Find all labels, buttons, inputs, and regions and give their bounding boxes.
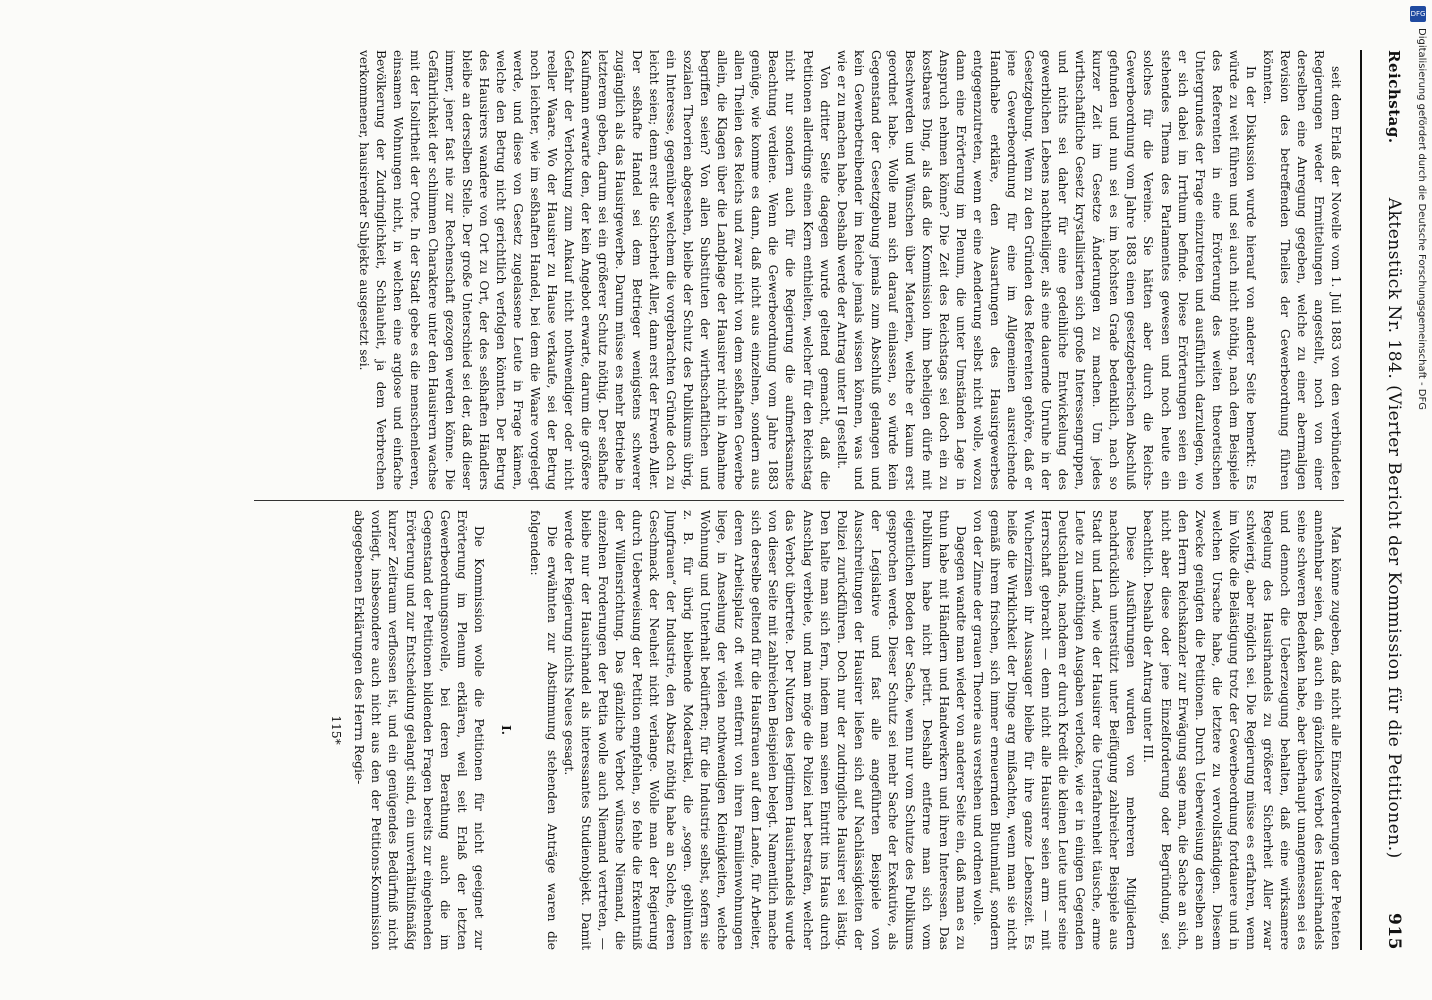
right-column xyxy=(254,510,1344,950)
header-left: Reichstag. xyxy=(1385,50,1403,144)
right-paragraph: Die erwähnten zur Abstimmung stehenden Anträge waren die folgenden: xyxy=(527,510,559,950)
header-rule xyxy=(1360,50,1362,950)
left-column xyxy=(254,50,1344,490)
header-title: Aktenstück Nr. 184. (Vierter Bericht der Kommission für die Petitionen.) xyxy=(1384,197,1404,859)
right-paragraph: Diese Ausführungen wurden von mehreren Mitgliedern nachdrücklich unterstützt unter Beifügung zahlreicher Beispiele aus Stadt und Land, wie der Hausirer die Unerfahrenheit täusche, arme Leute zu unnöthigen Ausgaben verlocke, wie er in einigen Gegenden Deutschlands, nachdem er durch Kredit die kleinen Leute unter seine Herrschaft gebracht — denn nicht alle Hausirer seien arm — mit Wucherzinsen ihr Aussauger bleibe für ihre ganze Lebenszeit. Es heiße die Wirklichkeit der Dinge arg mißachten, wenn man sie nicht gemäß ihrem frischen, sich immer erneuernden Blutumlauf, sondern von der Zinne der grauen Theorie aus verstehen und ordnen wolle. xyxy=(971,510,1139,950)
left-paragraph: Von dritter Seite dagegen wurde geltend gemacht, daß die Petitionen allerdings einen Kern enthielten, welcher für den Reichstag nicht nur sondern auch für die Regierung die aufmerksamste Beachtung verdiene. Wenn die Gewerbeordnung vom Jahre 1883 genüge, wie komme es dann, daß nicht aus einzelnen, sondern aus allen Theilen des Reichs und zwar nicht von dem seßhaften Gewerbe allein, die Klagen über die Landplage der Hausirer nicht in Abnahme begriffen seien? Von allen Substituten der wirthschaftlichen und sozialen Theorien abgesehen, bleibe der Schutz des Publikums übrig, ein Interesse, gegenüber welchem die vorgebrachten Gründe doch zu leicht seien; denn erst die Sicherheit Aller, dann erst der Erwerb Aller. Der seßhafte Handel sei dem Betrieger wenigstens schwerer zugänglich als das Hausirgewerbe. Darum müsse es mehr Betriebe in letzterem geben, darum sei ein größerer Schutz nöthig. Der seßhafte Kaufmann erwarte den, der kein Angebot erwarte, darum die größere Gefahr der Verlockung zum Ankauf nicht nothwendiger oder nicht reeller Waare. Wo der Hausirer zu Hause verkaufe, sei der Betrug noch leichter, wie im seßhaften Handel, bei dem die Waare vorgelegt werde, und diese von Gesetz zugelassene Leute in Frage kämen, welche den Betrug nicht gerichtlich verfolgen könnten. Der Betrug des Hausirers wandere von Ort zu Ort, der des seßhaften Händlers bleibe an derselben Stelle. Der große Unterschied sei der, daß dieser immer, jener fast nie zur Rechenschaft gezogen werden könne. Die Gefährlichkeit der schlimmen Charaktere unter den Hausirern wachse mit der Isolirtheit der Orte. In der Stadt gebe es die menschenleeren, einsamen Wohnungen nicht, in welchen eine arglose und einfache Bevölkerung der Zudringlichkeit, Schlauheit, ja dem Verbrechen verkommener, hausirender Subjekte ausgesetzt sei. xyxy=(357,50,832,490)
dfg-watermark: Digitalisierung gefördert durch die Deutsche Forschungsgemeinschaft - DFG xyxy=(1416,28,1427,411)
left-paragraph: seit dem Erlaß der Novelle vom 1. Juli 1883 von den verbündeten Regierungen weder Ermittelungen angestellt, noch von einer derselben eine Anregung gegeben, welche zu einer abermaligen Revision des betreffenden Theiles der Gewerbeordnung führen könnten. xyxy=(1260,50,1343,490)
signature-mark: 115* xyxy=(329,715,344,745)
dfg-logo-icon: DFG xyxy=(1410,6,1426,22)
section-heading: I. xyxy=(498,725,513,735)
section-text: Die Kommission wolle die Petitionen für nicht geeignet zur Erörterung im Plenum erklären, weil seit Erlaß der letzten Gewerbeordnungsnovelle, bei deren Berathung auch die im Gegenstand der Petitionen bildenden Fragen bereits zur eingehenden Erörterung und zur Entscheidung gelangt sind, ein unverhältnißmäßig kurzer Zeitraum verflossen ist, und ein genügendes Bedürfniß nicht vorliegt, insbesondere auch nicht aus den der Petitions-Kommission abgegebenen Erklärungen des Herrn Regie- xyxy=(352,510,486,950)
right-paragraph: Dagegen wandte man wieder von anderer Seite ein, daß man es zu thun habe mit Händlern und Handwerkern und ihren Interessen. Das Publikum habe nicht petirt. Deshalb entferne man sich vom eigentlichen Boden der Sache, wenn nur vom Schutze des Publikums gesprochen werde. Dieser Schutz sei mehr Sache der Exekutive, als der Legislative und fast alle angeführten Beispiele von Ausschreitungen der Hausirer ließen sich auf Nachlässigkeiten der Polizei zurückführen. Doch nur der zudringliche Hausirer sei lästig. Den halte man sich fern, indem man seinen Eintritt ins Haus durch Anschlag verbiete, und man möge die Polizei hart bestrafen, welcher das Verbot übertrete. Der Nutzen des legitimen Hausirhandels wurde von dieser Seite mit zahlreichen Beispielen belegt. Namentlich mache sich derselbe geltend für die Hausfrauen auf dem Lande, für Arbeiter, deren Arbeitsplatz oft weit entfernt von ihren Familienwohnungen liege, in Ansehung der vielen nothwendigen Kleinigkeiten, welche Wohnung und Unterhalt bedürften; für die Industrie selbst, sofern sie z. B. für übrig bleibende Modeartikel, die „sogen. geblümten Jungfrauen“ der Industrie, den Absatz nöthig habe an Solche, deren Geschmack der Neuheit nicht verlange. Wolle man der Regierung durch Ueberweisung der Petition empfehlen, so fehle die Erkenntniß der Willensrichtung. Das gänzliche Verbot wünsche Niemand, die einzelnen Forderungen der Petita wolle auch Niemand vertreten, — bleibe nur der Hausirhandel als interessantes Studienobjekt. Damit werde der Regierung nichts Neues gesagt. xyxy=(561,510,968,950)
page-number: 915 xyxy=(1384,912,1404,950)
right-paragraph: Man könne zugeben, daß nicht alle Einzelforderungen der Petenten annehmbar seien, daß auch ein gänzliches Verbot des Hausirhandels seine schweren Bedenken habe, aber überhaupt unangemessen sei es und dennoch die Ueberzeugung behalten, daß eine wirksamere Regelung des Hausirhandels zu größerer Sicherheit Aller zwar schwierig, aber möglich sei. Die Regierung müsse es erfahren, wenn im Volke die Belästigung trotz der Gewerbeordnung fortdauere und in welchen Ursache habe, die letztere zu vervollständigen. Diesem Zwecke genügten die Petitionen. Durch Ueberweisung derselben an den Herrn Reichskanzler zur Erwägung sage man, die Sache an sich, nicht aber diese oder jene Einzelforderung oder Begründung, sei beachtlich. Deshalb der Antrag unter III. xyxy=(1141,510,1343,950)
column-divider xyxy=(254,500,1344,501)
page-header xyxy=(1364,50,1404,950)
left-paragraph: In der Diskussion wurde hierauf von anderer Seite bemerkt: Es würde zu weit führen und sei auch nicht nöthig, nach dem Beispiele des Referenten in eine Erörterung des weiten theoretischen Untergrundes der Frage einzutreten und ausführlich darzulegen, wo er sich dabei im Irrthum befinde. Diese Erörterungen seien ein stehendes Thema des Parlamentes gewesen und noch heute ein solches für die Vereine. Sie hätten aber durch die Reichs-Gewerbeordnung vom Jahre 1883 einen gesetzgeberischen Abschluß gefunden und nun sei es im höchsten Grade bedenklich, nach so kurzer Zeit im Gesetze Änderungen zu machen. Um jedes wirthschaftliche Gesetz krystallisirten sich große Interessengruppen, und nichts sei daher für eine gedeihliche Entwickelung des gewerblichen Lebens nachtheiliger, als eine dauernde Unruhe in der Gesetzgebung. Wenn zu den Gründen des Referenten gehöre, daß er jene Gewerbeordnung für eine im Allgemeinen ausreichende Handhabe erkläre, den Ausartungen des Hausirgewerbes entgegenzutreten, wenn er eine Aenderung selbst nicht wolle, wozu dann eine Erörterung im Plenum, die unter Umständen Lage in Anspruch nehmen könne? Die Zeit des Reichstags sei doch ein zu kostbares Ding, als daß die Kommission ihm beheligen dürfe mit Beschwerden und Wünschen über Materien, welche er kaum erst geordnet habe. Wolle man sich darauf einlassen, so würde kein Gegenstand der Gesetzgebung jemals zum Abschluß gelangen und kein Gewerbetreibender im Reiche jemals wissen können, was und wie er zu machen habe. Deshalb werde der Antrag unter II gestellt. xyxy=(834,50,1258,490)
